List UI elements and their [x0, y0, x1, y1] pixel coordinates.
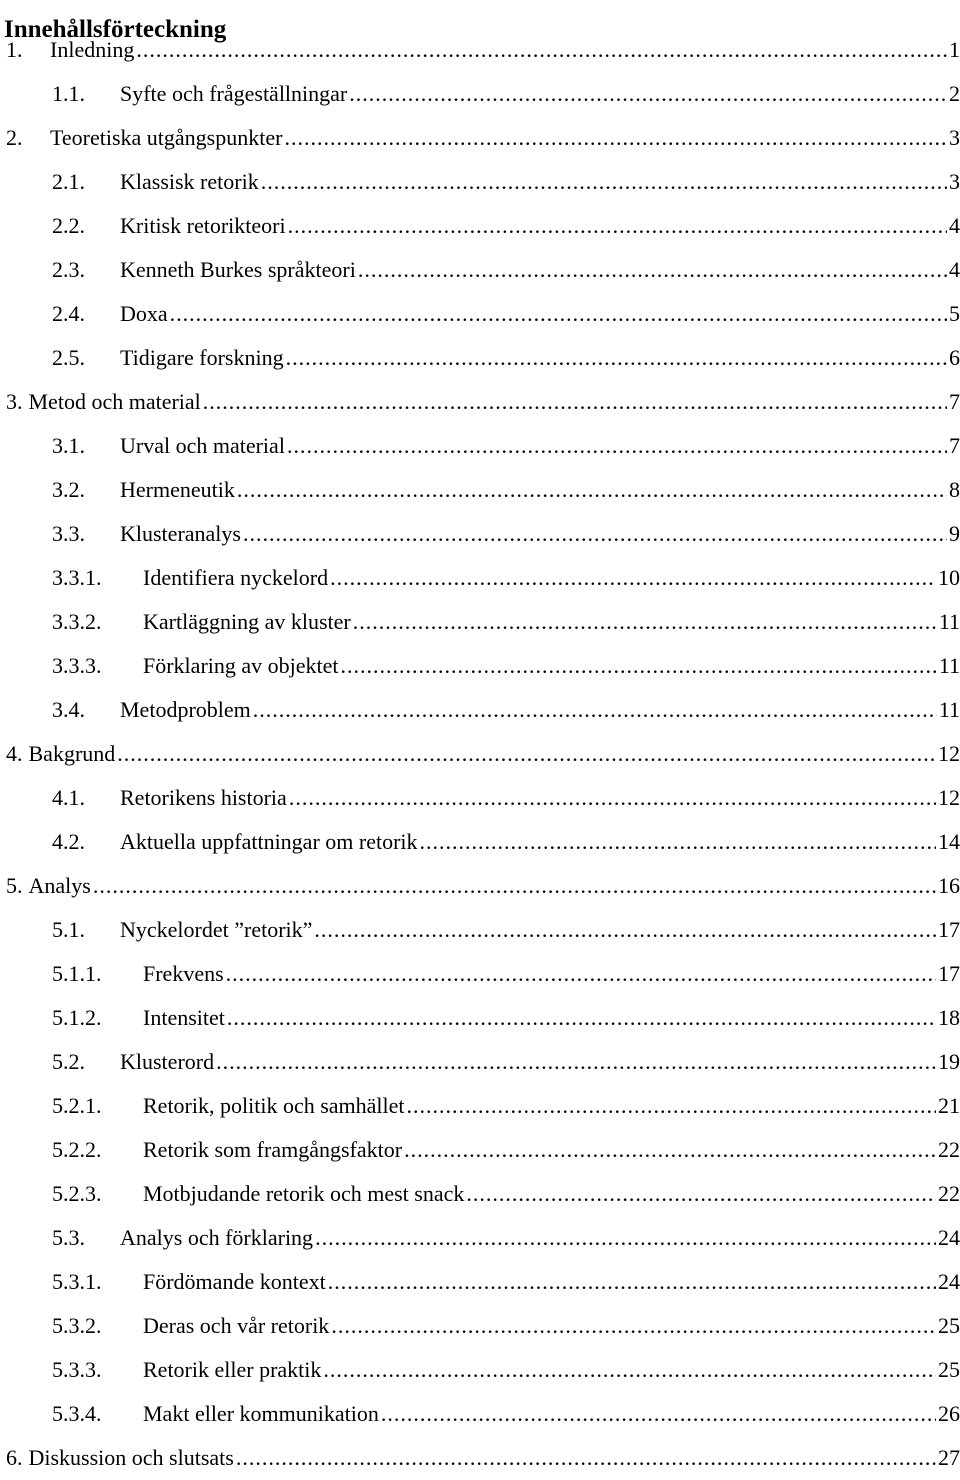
toc-entry[interactable] — [0, 1040, 960, 1084]
toc-entry-title: Förklaring av objektet — [143, 653, 339, 678]
toc-entry-row — [52, 1260, 960, 1304]
toc-entry-title: Kenneth Burkes språkteori — [120, 257, 356, 282]
toc-entry-page-number: 3 — [949, 125, 960, 150]
toc-dot-leader — [341, 644, 937, 688]
toc-dot-leader — [203, 380, 947, 424]
toc-dot-leader — [284, 116, 947, 160]
toc-entry-number: 2.2. — [52, 213, 85, 238]
toc-entry[interactable] — [0, 292, 960, 336]
toc-entry-title: Analys och förklaring — [120, 1225, 314, 1250]
toc-dot-leader — [93, 864, 936, 908]
toc-entry-title: Diskussion och slutsats — [28, 1445, 234, 1470]
toc-entry-row — [52, 1392, 960, 1436]
toc-dot-leader — [466, 1172, 936, 1216]
toc-entry[interactable] — [0, 776, 960, 820]
toc-dot-leader — [170, 292, 947, 336]
toc-entry-page-number: 24 — [938, 1269, 960, 1294]
toc-entry-page-number: 11 — [938, 653, 960, 678]
toc-entry-number: 3.4. — [52, 697, 85, 722]
toc-entry-page-number: 17 — [938, 917, 960, 942]
toc-entry-page-number: 18 — [938, 1005, 960, 1030]
toc-entry-row — [52, 1040, 960, 1084]
toc-entry-number: 3.2. — [52, 477, 85, 502]
toc-entry-number: 1. — [6, 37, 23, 62]
toc-entry-row — [52, 996, 960, 1040]
toc-entry[interactable] — [0, 820, 960, 864]
toc-entry-number: 5.2.2. — [52, 1137, 102, 1162]
toc-entry-row — [52, 908, 960, 952]
toc-entry-number: 5.3.4. — [52, 1401, 102, 1426]
toc-entry-title: Kartläggning av kluster — [143, 609, 351, 634]
toc-entry-page-number: 3 — [949, 169, 960, 194]
toc-entry-title: Intensitet — [143, 1005, 225, 1030]
toc-entry-number: 4.1. — [52, 785, 85, 810]
toc-dot-leader — [404, 1128, 936, 1172]
toc-entry-title: Aktuella uppfattningar om retorik — [120, 829, 418, 854]
toc-entry[interactable] — [0, 1436, 960, 1480]
toc-entry[interactable] — [0, 248, 960, 292]
toc-entry-page-number: 22 — [938, 1137, 960, 1162]
toc-entry-row — [52, 292, 960, 336]
toc-dot-leader — [314, 908, 936, 952]
toc-entry-title: Bakgrund — [28, 741, 116, 766]
toc-entry-row — [52, 1084, 960, 1128]
toc-dot-leader — [261, 160, 947, 204]
toc-entry-number: 3.3. — [52, 521, 85, 546]
toc-entry-row — [6, 116, 960, 160]
toc-entry-number: 3.3.1. — [52, 565, 102, 590]
toc-dot-leader — [330, 556, 936, 600]
toc-entry-page-number: 11 — [938, 609, 960, 634]
toc-entry-page-number: 27 — [938, 1445, 960, 1470]
toc-entry[interactable] — [0, 1172, 960, 1216]
toc-dot-leader — [349, 72, 947, 116]
toc-entry-title: Retorik som framgångsfaktor — [143, 1137, 403, 1162]
toc-entry-title: Teoretiska utgångspunkter — [50, 125, 283, 150]
toc-entry-page-number: 4 — [949, 257, 960, 282]
toc-entry-number: 3.1. — [52, 433, 85, 458]
toc-entry-title: Metod och material — [28, 389, 201, 414]
toc-dot-leader — [286, 336, 947, 380]
toc-entry-title: Klassisk retorik — [120, 169, 259, 194]
toc-dot-leader — [237, 468, 947, 512]
toc-entry-row — [6, 380, 960, 424]
toc-entry-number: 1.1. — [52, 81, 85, 106]
toc-entry-number: 5.2.3. — [52, 1181, 102, 1206]
toc-entry-row — [6, 28, 960, 72]
toc-entry-number: 5. — [6, 873, 23, 898]
toc-entry[interactable] — [0, 688, 960, 732]
toc-entry[interactable] — [0, 952, 960, 996]
toc-entry-page-number: 16 — [938, 873, 960, 898]
toc-dot-leader — [227, 996, 936, 1040]
toc-entry-title: Syfte och frågeställningar — [120, 81, 348, 106]
toc-entry-title: Kritisk retorikteori — [120, 213, 286, 238]
toc-dot-leader — [236, 1436, 936, 1480]
toc-entry-number: 5.3.3. — [52, 1357, 102, 1382]
toc-entry-row — [52, 1348, 960, 1392]
toc-entry-title: Nyckelordet ”retorik” — [120, 917, 313, 942]
toc-entry-title: Hermeneutik — [120, 477, 235, 502]
toc-entry-title: Deras och vår retorik — [143, 1313, 330, 1338]
toc-entry[interactable] — [0, 1304, 960, 1348]
toc-dot-leader — [287, 424, 947, 468]
toc-entry-number: 2.1. — [52, 169, 85, 194]
toc-entry-page-number: 26 — [938, 1401, 960, 1426]
toc-entry[interactable] — [0, 336, 960, 380]
toc-list — [0, 28, 960, 1480]
toc-entry-page-number: 5 — [949, 301, 960, 326]
toc-dot-leader — [407, 1084, 936, 1128]
toc-entry-row — [52, 72, 960, 116]
toc-entry-number: 3.3.2. — [52, 609, 102, 634]
toc-entry-page-number: 2 — [949, 81, 960, 106]
toc-entry-row — [52, 204, 960, 248]
toc-entry-title: Fördömande kontext — [143, 1269, 326, 1294]
toc-entry[interactable] — [0, 1216, 960, 1260]
toc-entry[interactable] — [0, 116, 960, 160]
toc-entry[interactable] — [0, 1128, 960, 1172]
toc-entry-page-number: 12 — [938, 785, 960, 810]
toc-entry-page-number: 21 — [938, 1093, 960, 1118]
toc-entry-row — [6, 732, 960, 776]
toc-entry-row — [52, 1128, 960, 1172]
toc-entry[interactable] — [0, 72, 960, 116]
toc-entry[interactable] — [0, 556, 960, 600]
toc-entry-number: 2. — [6, 125, 23, 150]
toc-entry-title: Doxa — [120, 301, 168, 326]
toc-entry-number: 5.3.1. — [52, 1269, 102, 1294]
toc-entry-row — [52, 688, 960, 732]
toc-dot-leader — [288, 204, 947, 248]
toc-entry-number: 5.2. — [52, 1049, 85, 1074]
toc-entry-title: Urval och material — [120, 433, 285, 458]
toc-entry[interactable] — [0, 600, 960, 644]
toc-entry[interactable] — [0, 204, 960, 248]
toc-entry[interactable] — [0, 424, 960, 468]
toc-entry-title: Tidigare forskning — [120, 345, 284, 370]
toc-entry-title: Motbjudande retorik och mest snack — [143, 1181, 465, 1206]
toc-entry[interactable] — [0, 732, 960, 776]
toc-entry[interactable] — [0, 380, 960, 424]
toc-entry-row — [6, 864, 960, 908]
toc-entry[interactable] — [0, 468, 960, 512]
toc-entry[interactable] — [0, 28, 960, 72]
toc-entry-page-number: 24 — [938, 1225, 960, 1250]
toc-entry-number: 4.2. — [52, 829, 85, 854]
toc-entry-page-number: 12 — [938, 741, 960, 766]
toc-entry[interactable] — [0, 1084, 960, 1128]
toc-entry[interactable] — [0, 1348, 960, 1392]
toc-entry-row — [52, 336, 960, 380]
toc-entry-title: Analys — [28, 873, 91, 898]
toc-entry-page-number: 19 — [938, 1049, 960, 1074]
toc-entry-title: Frekvens — [143, 961, 224, 986]
toc-entry-number: 5.2.1. — [52, 1093, 102, 1118]
toc-entry[interactable] — [0, 1392, 960, 1436]
toc-dot-leader — [328, 1260, 936, 1304]
toc-entry-row — [52, 1216, 960, 1260]
toc-entry-title: Klusterord — [120, 1049, 215, 1074]
toc-entry-title: Retorik, politik och samhället — [143, 1093, 405, 1118]
toc-entry-row — [52, 820, 960, 864]
toc-entry-page-number: 6 — [949, 345, 960, 370]
toc-dot-leader — [216, 1040, 936, 1084]
toc-entry-number: 5.3.2. — [52, 1313, 102, 1338]
toc-entry-page-number: 4 — [949, 213, 960, 238]
toc-entry-number: 5.1.1. — [52, 961, 102, 986]
toc-dot-leader — [381, 1392, 936, 1436]
toc-entry-title: Retorik eller praktik — [143, 1357, 322, 1382]
toc-entry-page-number: 8 — [949, 477, 960, 502]
toc-dot-leader — [243, 512, 947, 556]
toc-entry[interactable] — [0, 512, 960, 556]
toc-dot-leader — [358, 248, 947, 292]
toc-entry-title: Inledning — [50, 37, 135, 62]
toc-entry-page-number: 25 — [938, 1357, 960, 1382]
toc-entry-number: 4. — [6, 741, 23, 766]
toc-entry-title: Makt eller kommunikation — [143, 1401, 379, 1426]
toc-entry-number: 3.3.3. — [52, 653, 102, 678]
toc-dot-leader — [136, 28, 947, 72]
toc-entry-page-number: 22 — [938, 1181, 960, 1206]
toc-entry-number: 2.5. — [52, 345, 85, 370]
toc-entry-page-number: 11 — [938, 697, 960, 722]
toc-entry-title: Identifiera nyckelord — [143, 565, 329, 590]
toc-dot-leader — [253, 688, 937, 732]
toc-entry[interactable] — [0, 864, 960, 908]
toc-dot-leader — [331, 1304, 936, 1348]
toc-title: Innehållsförteckning — [4, 15, 227, 43]
toc-entry-row — [52, 644, 960, 688]
toc-entry[interactable] — [0, 160, 960, 204]
toc-dot-leader — [353, 600, 937, 644]
toc-dot-leader — [315, 1216, 936, 1260]
toc-entry-row — [52, 1172, 960, 1216]
toc-entry-number: 5.3. — [52, 1225, 85, 1250]
toc-entry-title: Klusteranalys — [120, 521, 241, 546]
toc-entry-title: Metodproblem — [120, 697, 251, 722]
toc-entry-page-number: 1 — [949, 37, 960, 62]
toc-entry-row — [6, 1436, 960, 1480]
toc-entry-number: 6. — [6, 1445, 23, 1470]
toc-dot-leader — [323, 1348, 936, 1392]
toc-entry-row — [52, 556, 960, 600]
toc-entry-number: 3. — [6, 389, 23, 414]
toc-entry-number: 2.3. — [52, 257, 85, 282]
toc-entry-page-number: 14 — [938, 829, 960, 854]
toc-dot-leader — [420, 820, 936, 864]
toc-entry-page-number: 7 — [949, 433, 960, 458]
toc-entry-page-number: 25 — [938, 1313, 960, 1338]
toc-entry-page-number: 7 — [949, 389, 960, 414]
toc-entry-number: 2.4. — [52, 301, 85, 326]
toc-entry-row — [52, 1304, 960, 1348]
toc-entry-row — [52, 952, 960, 996]
toc-entry-row — [52, 512, 960, 556]
toc-entry[interactable] — [0, 996, 960, 1040]
toc-entry-number: 5.1.2. — [52, 1005, 102, 1030]
toc-entry-page-number: 10 — [938, 565, 960, 590]
toc-entry[interactable] — [0, 908, 960, 952]
toc-entry-page-number: 9 — [949, 521, 960, 546]
toc-entry-row — [52, 600, 960, 644]
toc-entry-row — [52, 468, 960, 512]
toc-entry-row — [52, 248, 960, 292]
toc-entry-row — [52, 160, 960, 204]
toc-entry[interactable] — [0, 644, 960, 688]
toc-dot-leader — [117, 732, 936, 776]
toc-entry-title: Retorikens historia — [120, 785, 287, 810]
toc-dot-leader — [226, 952, 936, 996]
toc-entry-page-number: 17 — [938, 961, 960, 986]
toc-dot-leader — [289, 776, 936, 820]
toc-entry-row — [52, 424, 960, 468]
toc-entry-row — [52, 776, 960, 820]
toc-entry[interactable] — [0, 1260, 960, 1304]
toc-entry-number: 5.1. — [52, 917, 85, 942]
